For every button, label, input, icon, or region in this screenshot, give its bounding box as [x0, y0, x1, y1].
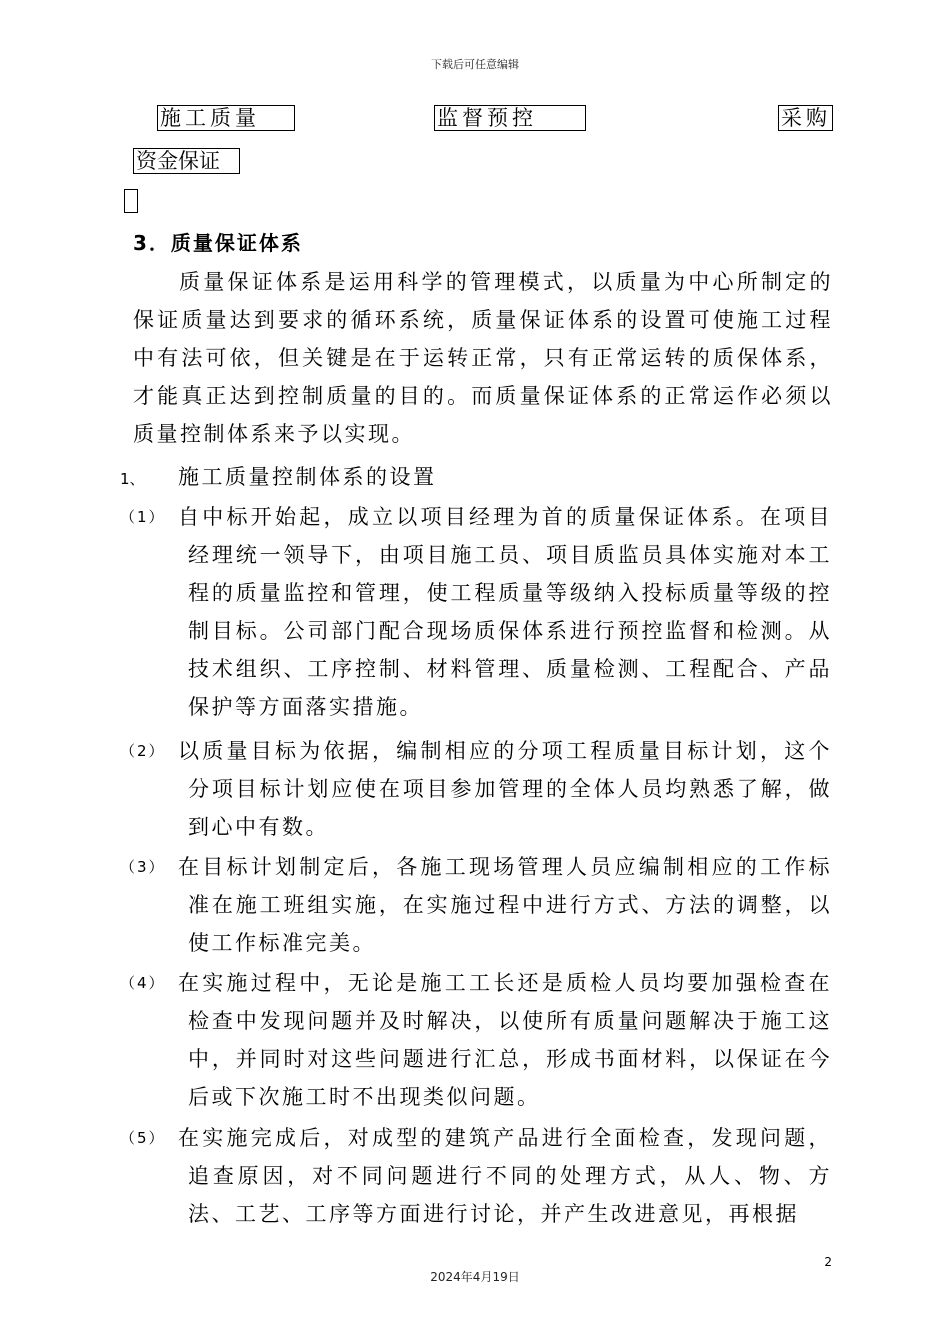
- box-procurement: 采购: [778, 105, 833, 131]
- list-item-number: （5）: [120, 1129, 166, 1147]
- box-fund-guarantee: 资金保证: [133, 148, 240, 174]
- subsection-label: 施工质量控制体系的设置: [178, 465, 437, 489]
- list-item-text: 在目标计划制定后，各施工现场管理人员应编制相应的工作标准在施工班组实施，在实施过程中进行方式、方法的调整，以使工作标准完美。: [178, 855, 832, 955]
- box-construction-quality: 施工质量: [157, 105, 295, 131]
- list-item-text: 自中标开始起，成立以项目经理为首的质量保证体系。在项目经理统一领导下，由项目施工员、项目质监员具体实施对本工程的质量监控和管理，使工程质量等级纳入投标质量等级的控制目标。公司部门配合现场质保体系进行预控监督和检测。从技术组织、工序控制、材料管理、质量检测、工程配合、产品保护等方面落实措施。: [178, 505, 832, 719]
- list-item-text: 以质量目标为依据，编制相应的分项工程质量目标计划，这个分项目标计划应使在项目参加管理的全体人员均熟悉了解，做到心中有数。: [178, 739, 832, 839]
- section-heading: 3．质量保证体系: [133, 231, 303, 255]
- list-item-number: （4）: [120, 974, 166, 992]
- intro-paragraph: 质量保证体系是运用科学的管理模式，以质量为中心所制定的保证质量达到要求的循环系统，质量保证体系的设置可使施工过程中有法可依，但关键是在于运转正常，只有正常运转的质保体系，才能真正达到控制质量的目的。而质量保证体系的正常运作必须以质量控制体系来予以实现。: [133, 270, 833, 446]
- page-header: 下载后可任意编辑: [431, 58, 519, 71]
- list-item: [120, 848, 832, 962]
- list-item-number: （3）: [120, 858, 166, 876]
- page-footer-date: 2024年4月19日: [430, 1270, 520, 1284]
- list-item-number: （1）: [120, 508, 166, 526]
- list-item-text: 在实施完成后，对成型的建筑产品进行全面检查，发现问题，追查原因，对不同问题进行不同的处理方式，从人、物、方法、工艺、工序等方面进行讨论，并产生改进意见，再根据: [178, 1126, 832, 1226]
- list-item: [120, 964, 832, 1116]
- list-item: [120, 732, 832, 846]
- box-supervision-precontrol: 监督预控: [434, 105, 586, 131]
- subsection-title: [120, 462, 437, 494]
- list-item-text: 在实施过程中，无论是施工工长还是质检人员均要加强检查在检查中发现问题并及时解决，以使所有质量问题解决于施工这中，并同时对这些问题进行汇总，形成书面材料，以保证在今后或下次施工时不出现类似问题。: [178, 971, 832, 1109]
- missing-glyph-icon: [124, 189, 138, 213]
- page-number: 2: [824, 1255, 832, 1269]
- list-item: [120, 1119, 832, 1233]
- list-item-number: （2）: [120, 742, 166, 760]
- list-item: [120, 498, 832, 726]
- subsection-number: 1、: [120, 470, 145, 488]
